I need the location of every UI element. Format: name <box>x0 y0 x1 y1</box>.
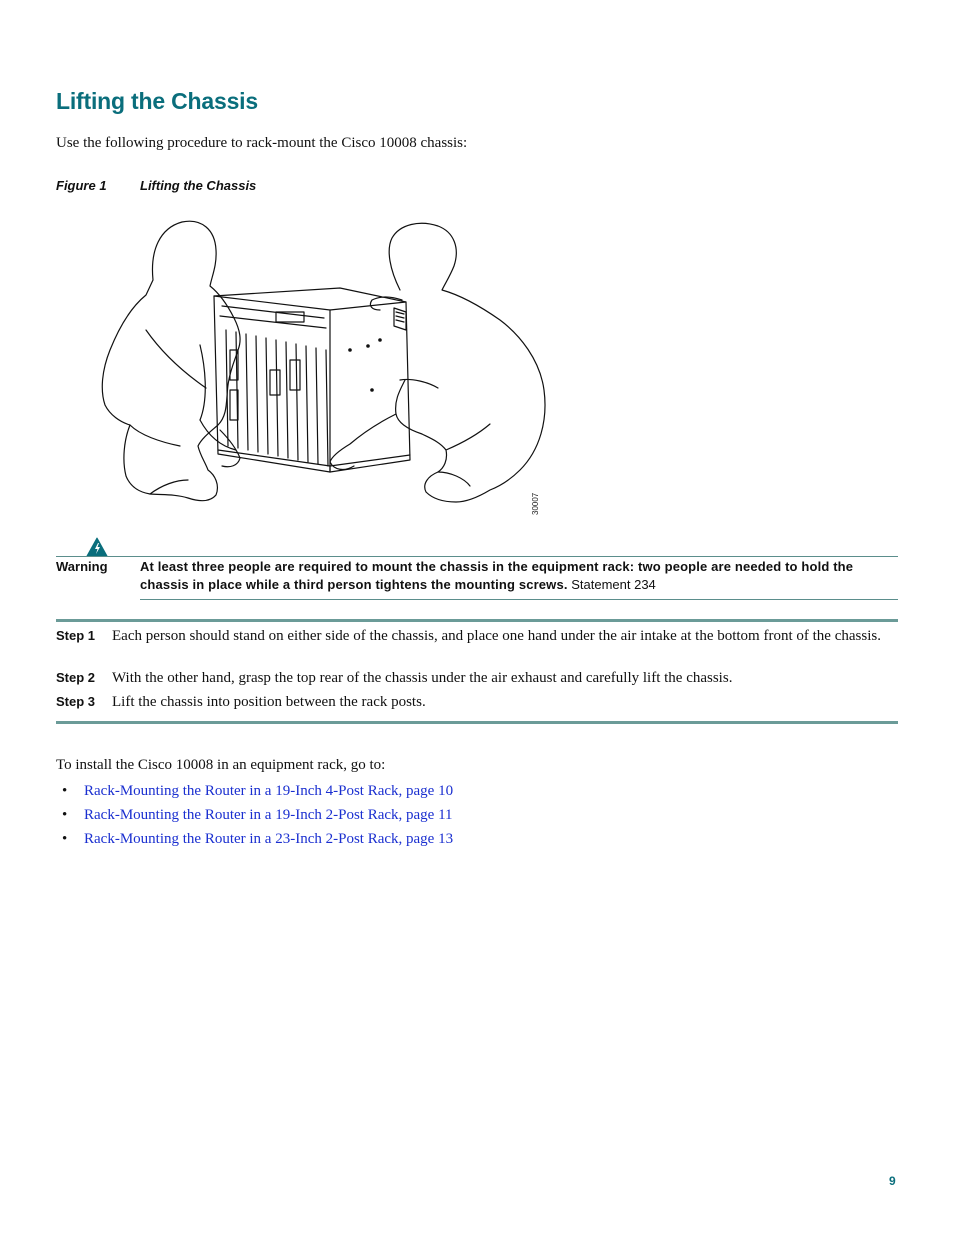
step-text: Lift the chassis into position between the rack posts. <box>112 694 426 710</box>
steps-top-rule <box>56 619 898 622</box>
warning-top-rule <box>56 556 898 557</box>
warning-label: Warning <box>56 559 108 574</box>
warning-statement: Statement 234 <box>571 577 656 592</box>
goto-paragraph: To install the Cisco 10008 in an equipment rack, go to: <box>56 757 386 773</box>
chassis-drawing <box>214 288 410 472</box>
link-19-inch-2-post-rack[interactable]: Rack-Mounting the Router in a 19-Inch 2-Post Rack, page 11 <box>84 807 453 823</box>
warning-bold-text: At least three people are required to mount the chassis in the equipment rack: two people are needed to hold the chassis in place while a third person tightens the mounting screws. <box>140 559 854 592</box>
step-text: Each person should stand on either side of the chassis, and place one hand under the air intake at the bottom front of the chassis. <box>112 628 881 644</box>
warning-bottom-rule <box>140 599 898 600</box>
step-label: Step 3 <box>56 694 96 709</box>
step-text: With the other hand, grasp the top rear of the chassis under the air exhaust and carefully lift the chassis. <box>112 670 733 686</box>
warning-text <box>140 558 898 594</box>
bullet: • <box>62 783 68 799</box>
figure-caption <box>56 178 257 193</box>
figure-id: 30007 <box>531 492 540 515</box>
steps-bottom-rule <box>56 721 898 724</box>
bullet: • <box>62 807 68 823</box>
link-19-inch-4-post-rack[interactable]: Rack-Mounting the Router in a 19-Inch 4-Post Rack, page 10 <box>84 783 454 799</box>
link-23-inch-2-post-rack[interactable]: Rack-Mounting the Router in a 23-Inch 2-Post Rack, page 13 <box>84 831 454 847</box>
step-label: Step 1 <box>56 628 96 643</box>
left-person-figure <box>102 221 240 500</box>
right-person-figure <box>330 223 545 502</box>
figure-title: Lifting the Chassis <box>140 178 257 193</box>
figure-number: Figure 1 <box>56 178 107 193</box>
bullet: • <box>62 831 68 847</box>
lifting-chassis-illustration <box>50 210 550 520</box>
step-label: Step 2 <box>56 670 96 685</box>
page-title: Lifting the Chassis <box>56 88 258 114</box>
page-number: 9 <box>889 1174 896 1188</box>
warning-triangle-icon <box>86 537 108 557</box>
intro-paragraph: Use the following procedure to rack-mount the Cisco 10008 chassis: <box>56 135 468 151</box>
